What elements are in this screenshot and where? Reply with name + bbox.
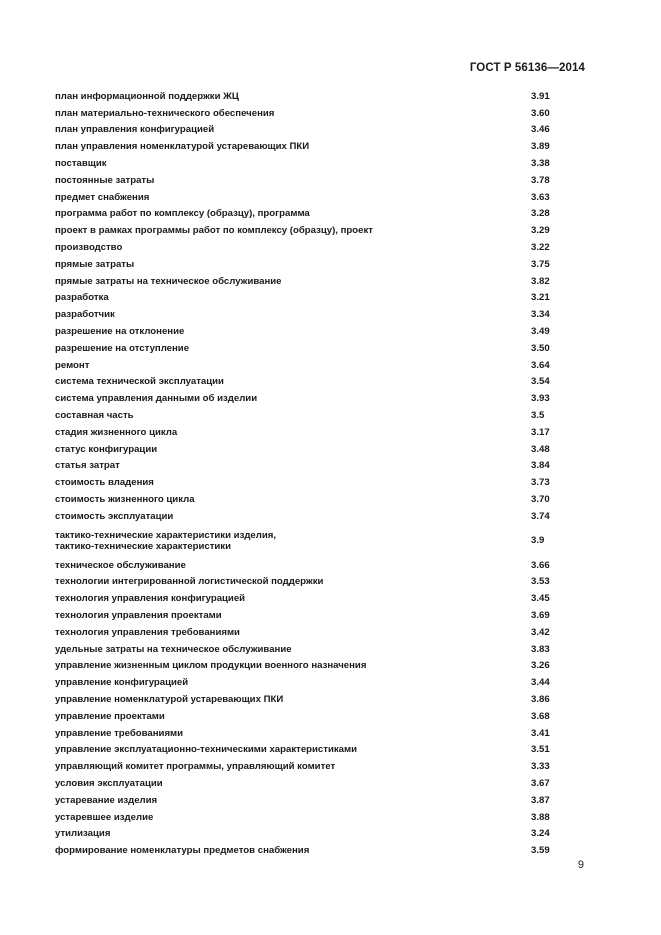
index-term-line: план управления номенклатурой устаревающих ПКИ bbox=[55, 141, 310, 153]
index-term bbox=[55, 444, 531, 455]
index-term-line: статус конфигурации bbox=[55, 443, 158, 455]
index-entry bbox=[55, 122, 585, 139]
index-entry bbox=[55, 105, 585, 122]
index-term bbox=[55, 292, 531, 303]
index-entry bbox=[55, 590, 585, 607]
index-term-line: стоимость эксплуатации bbox=[55, 510, 174, 522]
index-term-line: статья затрат bbox=[55, 460, 120, 472]
index-reference-number: 3.49 bbox=[531, 326, 550, 338]
index-term bbox=[55, 309, 531, 320]
index-term bbox=[55, 343, 531, 354]
index-reference-number: 3.38 bbox=[531, 158, 550, 170]
index-term-line: план материально-технического обеспечения bbox=[55, 107, 275, 119]
index-reference-number: 3.74 bbox=[531, 510, 550, 522]
index-reference-number: 3.29 bbox=[531, 225, 550, 237]
index-entry bbox=[55, 290, 585, 307]
index-term-line: условия эксплуатации bbox=[55, 777, 163, 789]
index-reference-number: 3.83 bbox=[531, 643, 550, 655]
index-term bbox=[55, 427, 531, 438]
index-term bbox=[55, 593, 531, 604]
index-term bbox=[55, 141, 531, 152]
index-reference-number: 3.89 bbox=[531, 141, 550, 153]
index-term bbox=[55, 530, 531, 552]
index-entry bbox=[55, 557, 585, 574]
index-term bbox=[55, 511, 531, 522]
index-term bbox=[55, 778, 531, 789]
index-entry bbox=[55, 674, 585, 691]
index-term bbox=[55, 91, 531, 102]
index-reference-number: 3.59 bbox=[531, 845, 550, 857]
index-reference-number: 3.60 bbox=[531, 107, 550, 119]
index-reference-number: 3.34 bbox=[531, 309, 550, 321]
index-entry bbox=[55, 474, 585, 491]
index-term bbox=[55, 677, 531, 688]
index-term bbox=[55, 477, 531, 488]
index-reference-number: 3.9 bbox=[531, 535, 545, 547]
index-term bbox=[55, 175, 531, 186]
index-term bbox=[55, 795, 531, 806]
index-term-line: управляющий комитет программы, управляющий комитет bbox=[55, 761, 336, 773]
index-term-line: стадия жизненного цикла bbox=[55, 426, 178, 438]
index-term bbox=[55, 192, 531, 203]
index-term-line: устаревшее изделие bbox=[55, 811, 154, 823]
index-reference-number: 3.28 bbox=[531, 208, 550, 220]
index-entry bbox=[55, 441, 585, 458]
page-number: 9 bbox=[577, 859, 584, 871]
index-reference-number: 3.63 bbox=[531, 191, 550, 203]
index-term bbox=[55, 108, 531, 119]
index-entry bbox=[55, 88, 585, 105]
index-term bbox=[55, 225, 531, 236]
index-reference-number: 3.70 bbox=[531, 494, 550, 506]
index-term-line: техническое обслуживание bbox=[55, 559, 186, 571]
index-entry bbox=[55, 741, 585, 758]
index-reference-number: 3.26 bbox=[531, 660, 550, 672]
index-reference-number: 3.45 bbox=[531, 593, 550, 605]
index-term-line: постоянные затраты bbox=[55, 174, 155, 186]
index-reference-number: 3.24 bbox=[531, 828, 550, 840]
index-entry bbox=[55, 758, 585, 775]
index-term-line: управление требованиями bbox=[55, 727, 184, 739]
index-entry bbox=[55, 607, 585, 624]
index-term bbox=[55, 576, 531, 587]
index-term bbox=[55, 376, 531, 387]
index-reference-number: 3.5 bbox=[531, 410, 545, 422]
index-term-line: технологии интегрированной логистической поддержки bbox=[55, 576, 324, 588]
index-reference-number: 3.91 bbox=[531, 90, 550, 102]
index-term-line: ремонт bbox=[55, 359, 90, 371]
index-reference-number: 3.17 bbox=[531, 426, 550, 438]
index-term bbox=[55, 560, 531, 571]
index-reference-number: 3.54 bbox=[531, 376, 550, 388]
index-term bbox=[55, 460, 531, 471]
index-entry bbox=[55, 842, 585, 859]
index-reference-number: 3.73 bbox=[531, 477, 550, 489]
index-entry bbox=[55, 708, 585, 725]
index-term-line: управление жизненным циклом продукции военного назначения bbox=[55, 660, 367, 672]
index-term bbox=[55, 393, 531, 404]
index-term bbox=[55, 761, 531, 772]
index-term-line: разработка bbox=[55, 292, 109, 304]
index-term bbox=[55, 326, 531, 337]
index-entry bbox=[55, 525, 585, 557]
index-reference-number: 3.68 bbox=[531, 710, 550, 722]
index-entry bbox=[55, 273, 585, 290]
index-entry bbox=[55, 574, 585, 591]
index-term-line: разрешение на отступление bbox=[55, 342, 190, 354]
index-term-line: управление эксплуатационно-техническими характеристиками bbox=[55, 744, 357, 756]
index-term bbox=[55, 845, 531, 856]
index-entry bbox=[55, 155, 585, 172]
index-term-line: система управления данными об изделии bbox=[55, 393, 258, 405]
index-term bbox=[55, 812, 531, 823]
index-term bbox=[55, 694, 531, 705]
index-term-line: управление номенклатурой устаревающих ПКИ bbox=[55, 693, 284, 705]
index-term-line: производство bbox=[55, 242, 123, 254]
index-term-line: управление конфигурацией bbox=[55, 677, 189, 689]
index-term-line: технология управления конфигурацией bbox=[55, 593, 246, 605]
index-term bbox=[55, 644, 531, 655]
index-reference-number: 3.86 bbox=[531, 693, 550, 705]
index-term bbox=[55, 610, 531, 621]
index-term-line: тактико-технические характеристики bbox=[55, 540, 232, 552]
index-entry bbox=[55, 390, 585, 407]
document-header: ГОСТ Р 56136—2014 bbox=[469, 62, 585, 74]
index-term bbox=[55, 828, 531, 839]
index-entry bbox=[55, 424, 585, 441]
index-entry bbox=[55, 323, 585, 340]
index-term-line: план информационной поддержки ЖЦ bbox=[55, 90, 239, 102]
index-entry bbox=[55, 222, 585, 239]
index-term bbox=[55, 259, 531, 270]
index-entry bbox=[55, 357, 585, 374]
index-reference-number: 3.53 bbox=[531, 576, 550, 588]
index-reference-number: 3.93 bbox=[531, 393, 550, 405]
index-reference-number: 3.66 bbox=[531, 559, 550, 571]
index-reference-number: 3.42 bbox=[531, 626, 550, 638]
index-term-line: формирование номенклатуры предметов снабжения bbox=[55, 845, 310, 857]
index-entry bbox=[55, 508, 585, 525]
index-entry bbox=[55, 189, 585, 206]
index-reference-number: 3.87 bbox=[531, 794, 550, 806]
index-reference-number: 3.67 bbox=[531, 777, 550, 789]
index-reference-number: 3.78 bbox=[531, 174, 550, 186]
index-term bbox=[55, 728, 531, 739]
index-reference-number: 3.51 bbox=[531, 744, 550, 756]
index-term-line: поставщик bbox=[55, 158, 107, 170]
term-index-list bbox=[55, 88, 585, 859]
index-term-line: удельные затраты на техническое обслуживание bbox=[55, 643, 292, 655]
index-entry bbox=[55, 306, 585, 323]
index-reference-number: 3.33 bbox=[531, 761, 550, 773]
index-reference-number: 3.48 bbox=[531, 443, 550, 455]
index-entry bbox=[55, 458, 585, 475]
index-term-line: система технической эксплуатации bbox=[55, 376, 224, 388]
index-term-line: прямые затраты bbox=[55, 258, 135, 270]
index-term-line: утилизация bbox=[55, 828, 111, 840]
index-term-line: стоимость жизненного цикла bbox=[55, 494, 195, 506]
index-term bbox=[55, 410, 531, 421]
index-entry bbox=[55, 206, 585, 223]
index-entry bbox=[55, 491, 585, 508]
index-term bbox=[55, 208, 531, 219]
index-term-line: разрешение на отклонение bbox=[55, 326, 185, 338]
index-term bbox=[55, 124, 531, 135]
index-entry bbox=[55, 138, 585, 155]
index-entry bbox=[55, 172, 585, 189]
index-entry bbox=[55, 792, 585, 809]
index-term bbox=[55, 627, 531, 638]
index-entry bbox=[55, 340, 585, 357]
index-reference-number: 3.84 bbox=[531, 460, 550, 472]
index-term-line: разработчик bbox=[55, 309, 115, 321]
index-reference-number: 3.64 bbox=[531, 359, 550, 371]
index-term-line: управление проектами bbox=[55, 710, 165, 722]
index-entry bbox=[55, 809, 585, 826]
index-term bbox=[55, 711, 531, 722]
index-term-line: проект в рамках программы работ по комплексу (образцу), проект bbox=[55, 225, 373, 237]
index-entry bbox=[55, 825, 585, 842]
index-entry bbox=[55, 641, 585, 658]
index-term bbox=[55, 744, 531, 755]
index-term-line: устаревание изделия bbox=[55, 794, 158, 806]
index-entry bbox=[55, 239, 585, 256]
index-term bbox=[55, 158, 531, 169]
index-entry bbox=[55, 691, 585, 708]
index-term-line: программа работ по комплексу (образцу), программа bbox=[55, 208, 310, 220]
index-reference-number: 3.69 bbox=[531, 610, 550, 621]
index-entry bbox=[55, 407, 585, 424]
index-entry bbox=[55, 725, 585, 742]
index-term-line: технология управления проектами bbox=[55, 610, 222, 621]
index-reference-number: 3.21 bbox=[531, 292, 550, 304]
index-term-line: тактико-технические характеристики изделия, bbox=[55, 529, 277, 541]
index-entry bbox=[55, 658, 585, 675]
index-entry bbox=[55, 624, 585, 641]
index-entry bbox=[55, 256, 585, 273]
index-reference-number: 3.50 bbox=[531, 342, 550, 354]
index-reference-number: 3.88 bbox=[531, 811, 550, 823]
index-term-line: стоимость владения bbox=[55, 477, 154, 489]
index-entry bbox=[55, 374, 585, 391]
index-reference-number: 3.22 bbox=[531, 242, 550, 254]
index-term bbox=[55, 276, 531, 287]
index-term-line: план управления конфигурацией bbox=[55, 124, 215, 136]
index-reference-number: 3.44 bbox=[531, 677, 550, 689]
index-term bbox=[55, 494, 531, 505]
index-term bbox=[55, 242, 531, 253]
index-term-line: предмет снабжения bbox=[55, 191, 150, 203]
index-entry bbox=[55, 775, 585, 792]
index-reference-number: 3.46 bbox=[531, 124, 550, 136]
index-term-line: прямые затраты на техническое обслуживание bbox=[55, 275, 282, 287]
index-term bbox=[55, 660, 531, 671]
index-term-line: технология управления требованиями bbox=[55, 626, 240, 638]
index-term bbox=[55, 360, 531, 371]
index-term-line: составная часть bbox=[55, 410, 134, 422]
index-reference-number: 3.75 bbox=[531, 258, 550, 270]
index-reference-number: 3.41 bbox=[531, 727, 550, 739]
index-reference-number: 3.82 bbox=[531, 275, 550, 287]
